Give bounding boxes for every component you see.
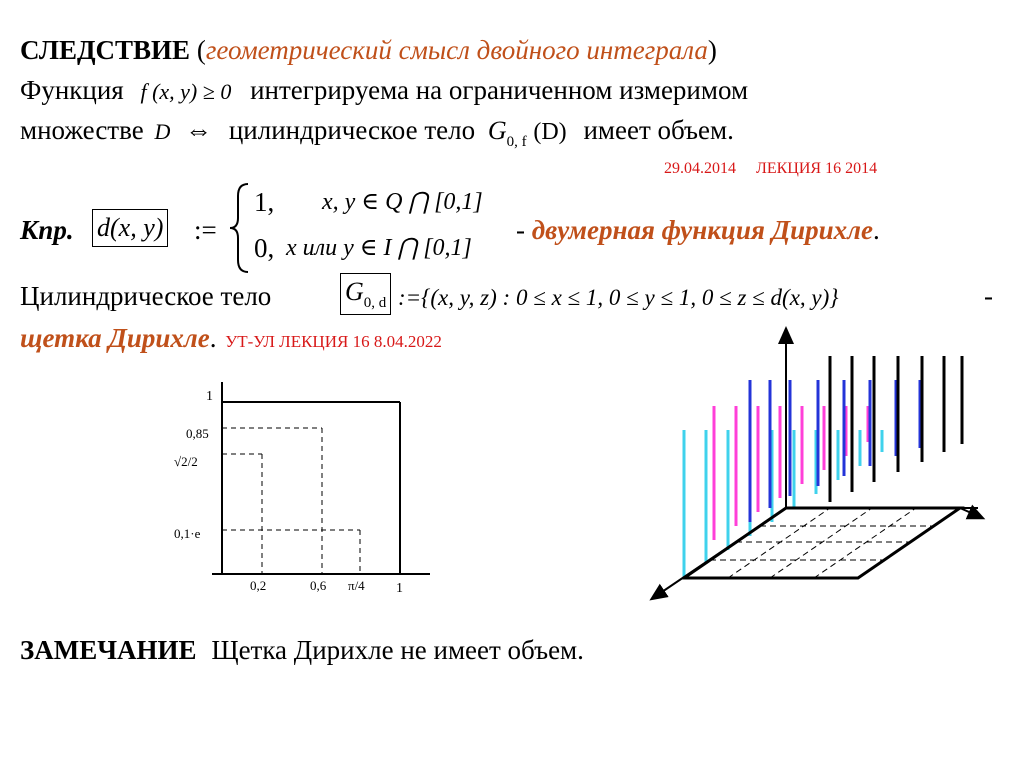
G0d-box: $G_{0, d}$ <box>340 273 391 315</box>
iff-symbol: ⇔ <box>185 115 213 145</box>
case1-value: 1, <box>254 187 275 217</box>
corollary-paren-close: ) <box>707 35 717 65</box>
diagram-3d-brush <box>630 326 990 606</box>
case1-condition: x, y ∈ Q ⋂ [0,1] <box>322 189 483 215</box>
f-expression: f (x, y) ≥ 0 <box>140 79 232 104</box>
cylinder-line <box>20 280 271 312</box>
dashed-guides <box>222 428 360 574</box>
x-label-06: 0,6 <box>310 578 327 593</box>
d-expression-box: d(x, y) <box>92 209 168 247</box>
d-definition <box>92 209 168 247</box>
x-label-02: 0,2 <box>250 578 267 593</box>
remark-heading: ЗАМЕЧАНИЕ <box>20 635 197 665</box>
G0d-box-wrap <box>340 273 391 315</box>
y-label-01e: 0,1·e <box>174 526 201 541</box>
y-label-085: 0,85 <box>186 426 209 441</box>
corollary-line <box>20 34 717 66</box>
remark-text: Щетка Дирихле не имеет объем. <box>211 635 584 665</box>
statement-line-1 <box>20 74 748 108</box>
y-label-sqrt2: √2/2 <box>174 454 198 469</box>
y-axis-3d-ext <box>960 508 978 516</box>
dirichlet-function-name: двумерная функция Дирихле <box>531 215 873 245</box>
statement-rest: интегрируема на ограниченном измеримом <box>250 75 749 105</box>
case2-value: 0, <box>254 233 275 263</box>
case2-condition: x или y ∈ I ⋂ [0,1] <box>286 235 472 261</box>
corollary-subtitle: геометрический смысл двойного интеграла <box>205 35 708 65</box>
dirichlet-name-line: - двумерная функция Дирихле. <box>516 215 880 245</box>
cylinder-dash: - <box>984 281 993 311</box>
x-label-1: 1 <box>396 581 403 596</box>
plate-grid <box>710 508 934 578</box>
corollary-paren-open: ( <box>196 35 206 65</box>
base-plate <box>684 508 960 578</box>
example-label: Кпр. <box>20 215 74 245</box>
brush-bars <box>684 356 962 578</box>
G-argument: (D) <box>533 119 567 145</box>
brush-line: щетка Дирихле. УТ-УЛ ЛЕКЦИЯ 16 8.04.2022 <box>20 323 442 353</box>
cylinder-label: Цилиндрическое тело <box>20 281 272 311</box>
corollary-heading: СЛЕДСТВИЕ <box>20 35 191 65</box>
y-label-1: 1 <box>206 389 213 404</box>
cylinder-definition: :={(x, y, z) : 0 ≤ x ≤ 1, 0 ≤ y ≤ 1, 0 ≤ z ≤ d(x, y)} <box>398 285 839 310</box>
has-volume: имеет объем. <box>583 115 734 145</box>
lecture-note-2: УТ-УЛ ЛЕКЦИЯ 16 8.04.2022 <box>225 332 442 351</box>
word-body: цилиндрическое тело <box>228 115 476 145</box>
statement-line-2 <box>20 114 734 151</box>
remark-line <box>20 634 584 666</box>
word-set: множестве <box>20 115 144 145</box>
lecture-note-1: 29.04.2014 ЛЕКЦИЯ 16 2014 <box>664 160 878 177</box>
brush-name: щетка Дирихле <box>20 323 210 353</box>
x-label-pi4: π/4 <box>348 578 365 593</box>
diagram-2d <box>160 378 440 608</box>
cases-brace <box>228 180 252 276</box>
G-symbol: $G_{0, f}$ <box>487 116 527 150</box>
x-axis-3d <box>656 508 786 596</box>
set-D: D <box>154 119 171 144</box>
d-assign: := <box>194 215 217 245</box>
word-function: Функция <box>20 75 124 105</box>
